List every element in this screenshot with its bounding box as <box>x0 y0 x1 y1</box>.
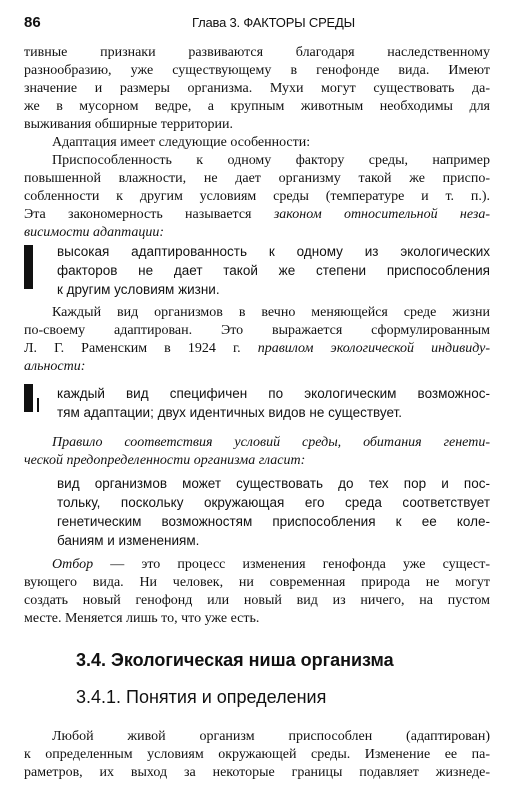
paragraph-conformity-rule <box>24 434 490 470</box>
paragraph-relative-independence <box>24 152 490 242</box>
rule-name-italic: правилом экологической индивиду- <box>257 341 490 356</box>
text-line: Каждый вид организмов в вечно меняющейся среде жизни <box>52 305 490 320</box>
text-line: вид организмов может существовать до тех пор и пос- <box>57 476 490 491</box>
law-name-italic: законом относительной неза- <box>273 207 491 222</box>
text-line: по-своему адаптирован. Это выражается сформулированным <box>24 323 490 338</box>
text-line: Приспособленность к одному фактору среды, например <box>52 153 490 168</box>
page-number: 86 <box>24 14 41 31</box>
text-line: высокая адаптированность к одному из экологических <box>57 244 490 259</box>
running-header <box>18 12 498 34</box>
law-marker-bar <box>24 384 33 412</box>
text-line: раметров, их выход за некоторые границы подавляет жизнеде- <box>24 765 490 780</box>
text-line <box>24 556 490 574</box>
paragraph-adaptation-features <box>24 134 490 152</box>
paragraph-selection <box>24 556 490 628</box>
text-fragment: Л. Г. Раменским в 1924 г. <box>24 341 241 356</box>
law-name-italic: висимости адаптации: <box>24 225 165 240</box>
text-line: факторов не дает такой же степени приспособления <box>57 263 490 278</box>
text-line: генетическим возможностям приспособления к ее коле- <box>57 514 490 529</box>
text-line: создать новый генофонд или новый вид из ничего, на пустом <box>24 593 490 608</box>
rule-name-italic: альности: <box>24 359 86 374</box>
text-line <box>24 206 490 224</box>
text-line: Правило соответствия условий среды, обитания генети- <box>52 435 490 450</box>
text-line: разнообразию, уже существующему в генофонде вида. Имеют <box>24 63 490 78</box>
text-fragment: — это процесс изменения генофонда уже сущест- <box>110 557 491 572</box>
text-line: Любой живой организм приспособлен (адаптирован) <box>52 729 490 744</box>
text-line: баниям и изменениям. <box>57 533 200 548</box>
paragraph-ecological-individuality <box>24 304 490 376</box>
term-italic: Отбор <box>52 557 94 572</box>
text-line: каждый вид специфичен по экологическим возможнос- <box>57 386 490 401</box>
text-line: повышенной влажности, не дает организму такой же приспо- <box>24 171 490 186</box>
text-line: значение и размеры организма. Мухи могут существовать да- <box>24 81 490 96</box>
text-line: ческой предопределенности организма гласит: <box>24 453 306 468</box>
text-line: собленности к другим условиям среды (температуре и т. п.). <box>24 189 490 204</box>
text-line: к другим условиям жизни. <box>57 282 220 297</box>
text-line: Адаптация имеет следующие особенности: <box>52 135 311 150</box>
text-line: к определенным условиям окружающей среды. Изменение ее па- <box>24 747 490 762</box>
subsection-heading: 3.4.1. Понятия и определения <box>76 687 327 707</box>
law-marker-tick <box>37 398 39 412</box>
text-fragment: Эта закономерность называется <box>24 207 252 222</box>
law-statement-ecological-individuality <box>57 384 490 422</box>
text-line: выживания обширные территории. <box>24 117 233 132</box>
chapter-title: Глава 3. ФАКТОРЫ СРЕДЫ <box>192 15 355 30</box>
section-heading: 3.4. Экологическая ниша организма <box>76 650 394 670</box>
paragraph-living-organism <box>24 728 490 782</box>
text-line: тивные признаки развиваются благодаря наследственному <box>24 45 490 60</box>
text-line: месте. Меняется лишь то, что уже есть. <box>24 611 260 626</box>
text-line: вующего вида. Ни человек, ни современная природа не могут <box>24 575 490 590</box>
text-line: тольку, поскольку окружающая его среда соответствует <box>57 495 490 510</box>
law-statement-relative-independence <box>57 242 490 299</box>
law-marker-bar <box>24 245 33 289</box>
text-line: тям адаптации; двух идентичных видов не существует. <box>57 405 402 420</box>
paragraph-adaptive-traits <box>24 44 490 134</box>
text-line <box>24 340 490 358</box>
text-line: же в мусорном ведре, а крупным животным необходимы для <box>24 99 490 114</box>
law-statement-conformity <box>57 474 490 550</box>
